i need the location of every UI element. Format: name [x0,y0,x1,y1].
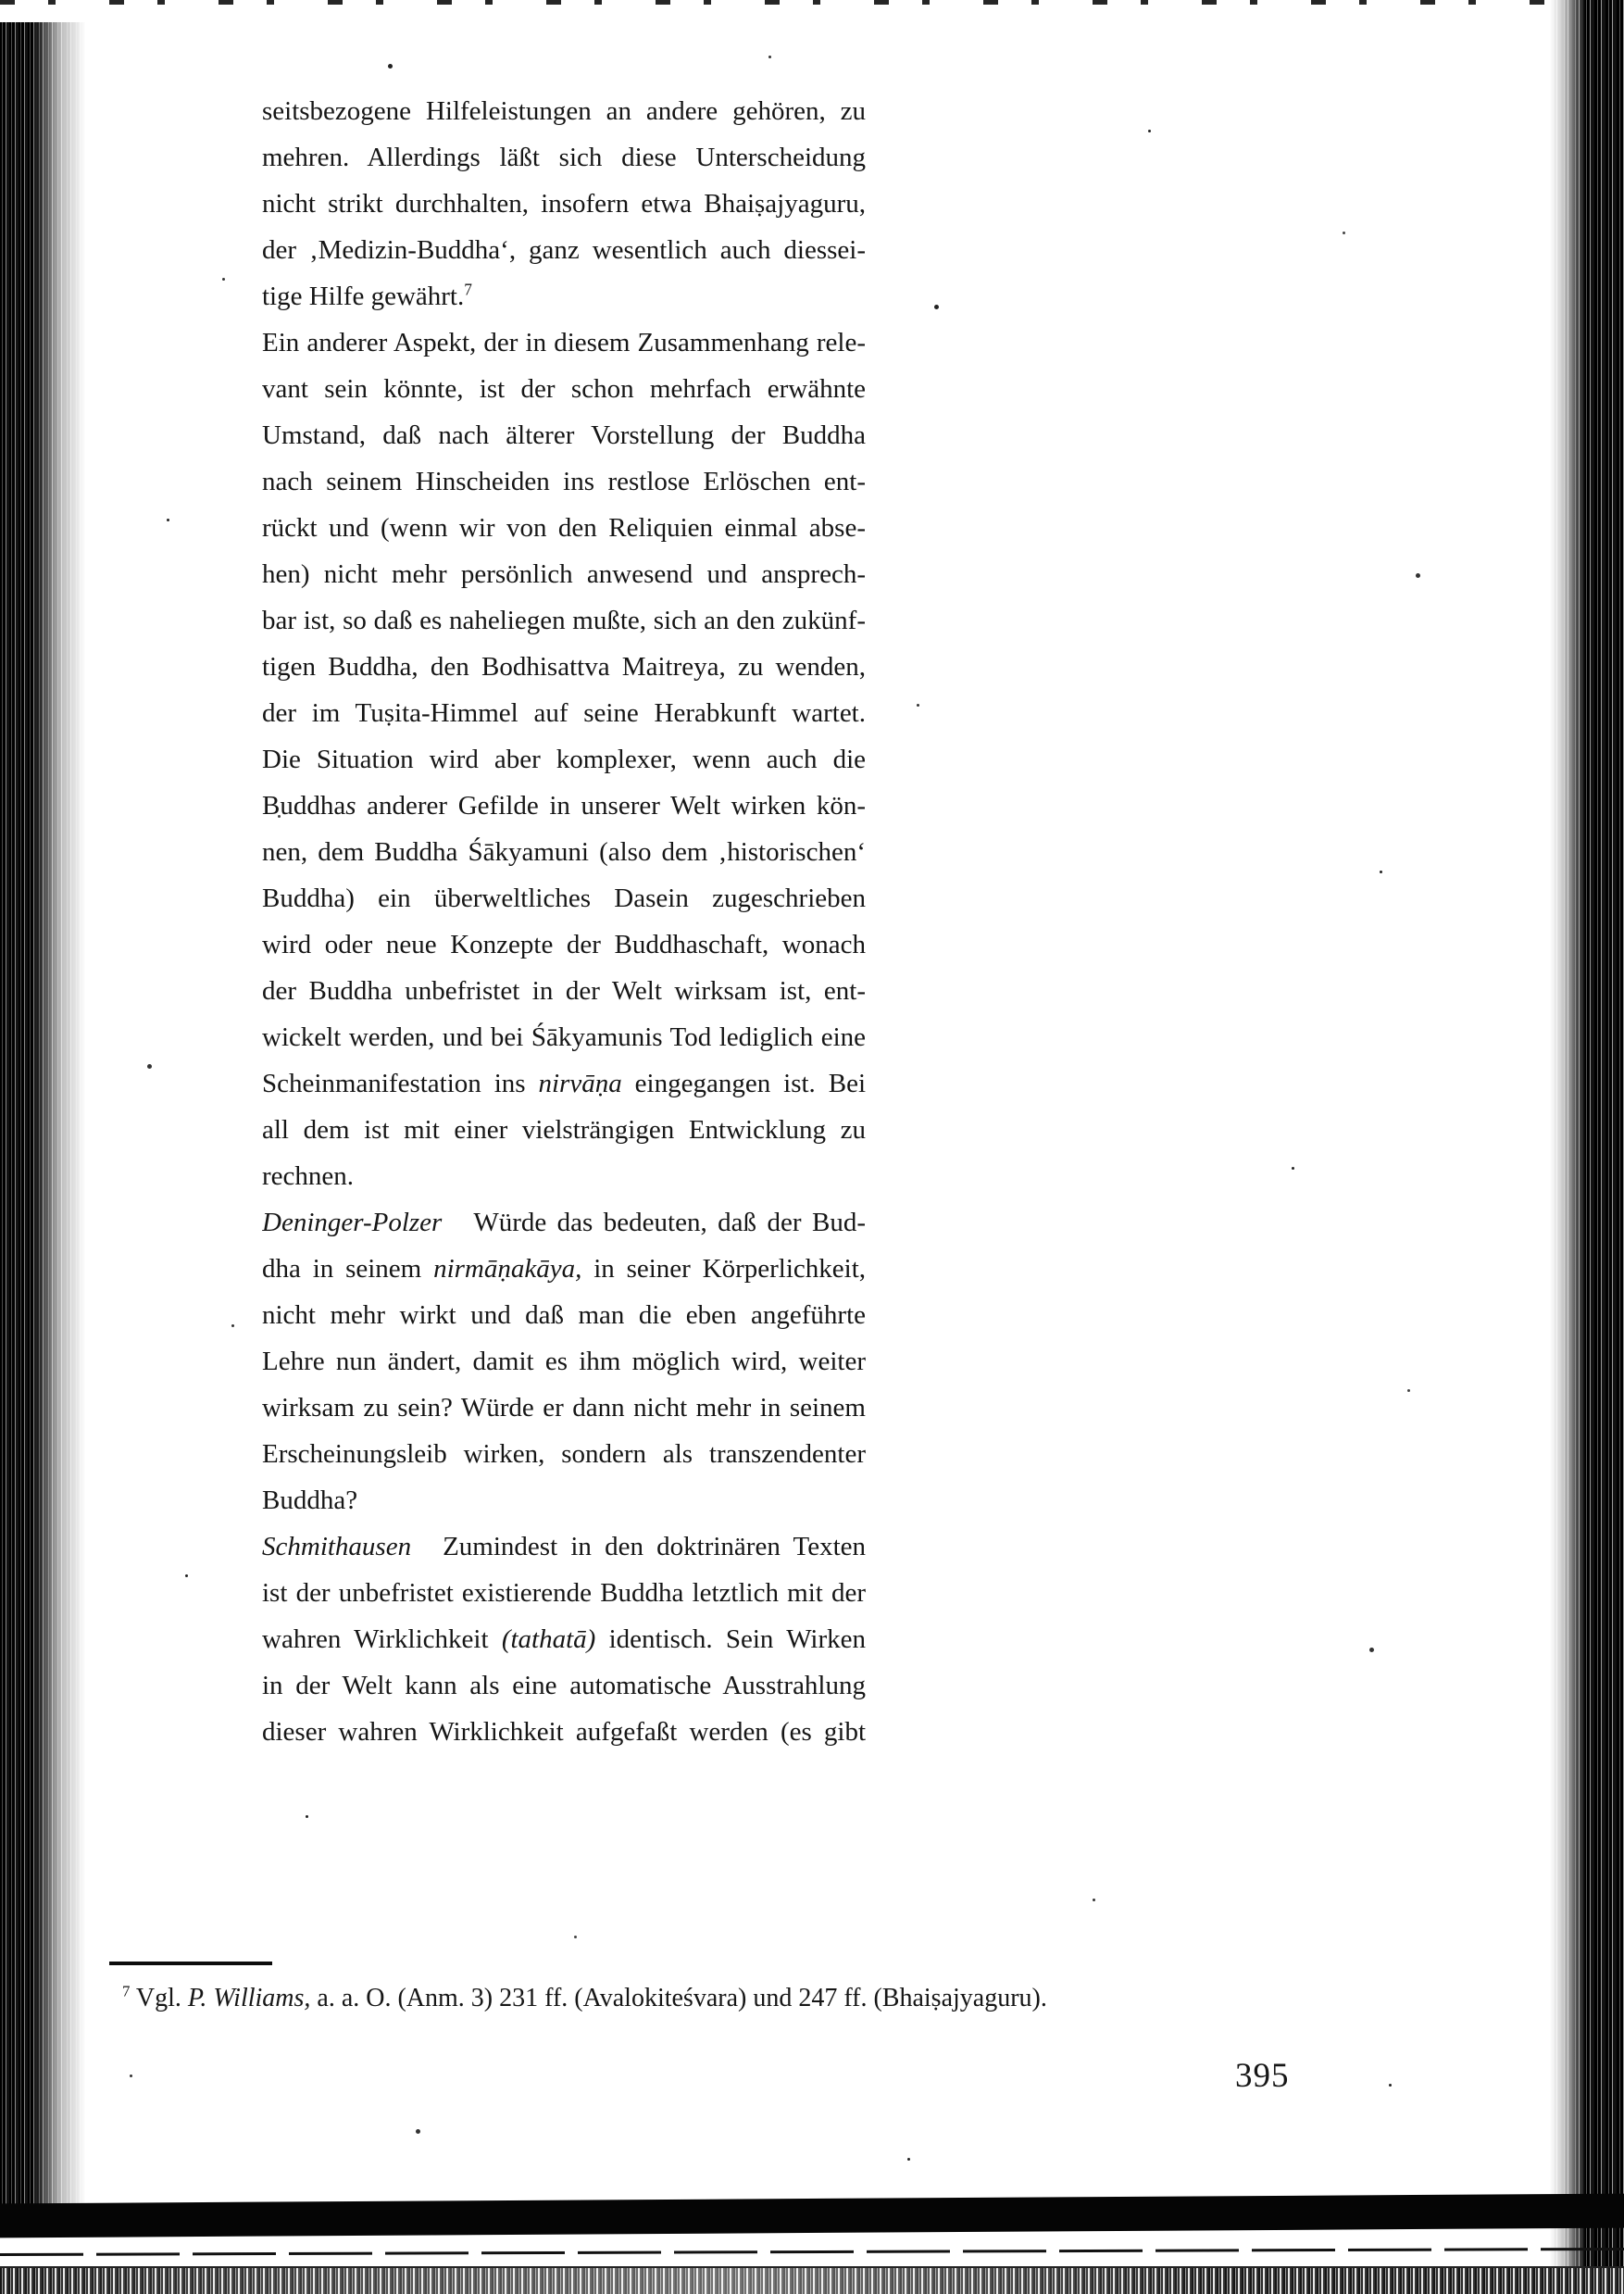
text-segment: in seiner Körperlichkeit, [581,1254,866,1284]
italic-text: nirvāṇa [538,1069,622,1098]
text-line [262,1292,866,1338]
text-line [262,1153,866,1199]
scan-noise-speckles [0,0,3,3]
text-segment: Erscheinungsleib wirken, sondern als transzendenter [262,1439,866,1469]
text-line [262,134,866,181]
footnote-reference: 7 [464,280,472,299]
text-line [262,1616,866,1662]
italic-text: Schmithausen [262,1532,412,1561]
text-segment: Die Situation wird aber komplexer, wenn auch die [262,745,866,774]
text-segment: anderer Gefilde in unserer Welt wirken kön- [356,791,866,821]
text-segment: all dem ist mit einer vielsträngigen Entwicklung zu [262,1115,866,1145]
text-segment: rückt und (wenn wir von den Reliquien einmal abse- [262,513,866,543]
text-line [262,1107,866,1153]
text-segment: tige Hilfe gewährt. [262,282,465,311]
text-segment: der ‚Medizin-Buddha‘, ganz wesentlich auch diessei- [262,235,866,265]
text-line [262,736,866,783]
text-line [262,1060,866,1107]
italic-text: nirmāṇakāya, [433,1254,582,1284]
text-line [262,1477,866,1523]
italic-text: Deninger-Polzer [262,1208,443,1237]
body-text [262,88,866,1755]
text-line [262,1570,866,1616]
footnote-marker: 7 [122,1982,131,2000]
text-segment: rechnen. [262,1161,355,1191]
text-line [262,1523,866,1570]
text-line [262,1709,866,1755]
text-line [262,505,866,551]
text-segment: nicht mehr wirkt und daß man die eben angeführte [262,1300,866,1330]
text-line [262,1199,866,1246]
scan-bottom-thin-line [0,2248,1624,2256]
text-line [262,968,866,1014]
text-line [262,783,866,829]
text-segment: dieser wahren Wirklichkeit aufgefaßt werden (es gibt [262,1717,866,1747]
text-line [262,88,866,134]
text-segment: vant sein könnte, ist der schon mehrfach erwähnte [262,374,866,404]
text-segment: wickelt werden, und bei Śākyamunis Tod lediglich eine [262,1022,866,1052]
text-line [262,181,866,227]
italic-text: s [345,791,356,821]
text-segment: tigen Buddha, den Bodhisattva Maitreya, zu wenden, [262,652,866,682]
text-line [262,597,866,644]
scan-right-edge-shadow [1550,0,1624,2294]
text-segment: der Buddha unbefristet in der Welt wirksam ist, ent- [262,976,866,1006]
text-segment: Zumindest in den doktrinären Texten [443,1532,866,1561]
text-line [262,458,866,505]
scan-bottom-black-bar [0,2194,1624,2238]
text-segment: nen, dem Buddha Śākyamuni (also dem ‚historischen‘ [262,837,866,867]
text-segment: Ein anderer Aspekt, der in diesem Zusammenhang rele- [262,328,866,357]
text-line [262,273,866,320]
text-segment: a. a. O. (Anm. 3) 231 ff. (Avalokiteśvara) und 247 ff. (Bhaiṣajyaguru). [310,1984,1047,2012]
text-segment: wird oder neue Konzepte der Buddhaschaft, wonach [262,930,866,959]
text-segment: wirksam zu sein? Würde er dann nicht mehr in seinem [262,1393,866,1423]
text-line [262,366,866,412]
text-line [262,1338,866,1385]
text-segment: hen) nicht mehr persönlich anwesend und ansprech- [262,559,866,589]
text-line [262,412,866,458]
text-line [262,1246,866,1292]
footnote-text [130,1984,1046,2012]
text-line [262,644,866,690]
text-segment: Buddha) ein überweltliches Dasein zugeschrieben [262,884,866,913]
text-segment: in der Welt kann als eine automatische Ausstrahlung [262,1671,866,1700]
text-line [262,551,866,597]
text-segment: eingegangen ist. Bei [621,1069,866,1098]
scan-bottom-texture-strip [0,2266,1624,2294]
text-line [262,1662,866,1709]
text-segment: dha in seinem [262,1254,434,1284]
text-segment: Buddha [262,791,346,821]
text-segment: der im Tuṣita-Himmel auf seine Herabkunft wartet. [262,698,866,728]
italic-text: P. Williams, [187,1984,311,2012]
footnote-separator-rule [109,1962,272,1965]
text-segment: nach seinem Hinscheiden ins restlose Erlöschen ent- [262,467,866,496]
text-line [262,1431,866,1477]
text-segment: Umstand, daß nach älterer Vorstellung der Buddha [262,420,866,450]
text-segment: nicht strikt durchhalten, insofern etwa Bhaiṣajyaguru, [262,189,866,219]
scan-left-binding-shadow [0,22,89,2210]
text-line [262,829,866,875]
italic-text: (tathatā) [501,1624,596,1654]
text-segment: ist der unbefristet existierende Buddha letztlich mit der [262,1578,866,1608]
text-segment: bar ist, so daß es naheliegen mußte, sich an den zukünf- [262,606,866,635]
page-number: 395 [1235,2057,1290,2095]
footnote [122,1978,1354,2019]
text-segment: Buddha? [262,1485,358,1515]
text-line [262,227,866,273]
text-line [262,690,866,736]
scan-top-edge-artifact [0,0,1624,5]
text-line [262,1385,866,1431]
text-line [262,875,866,921]
text-segment: Lehre nun ändert, damit es ihm möglich wird, weiter [262,1347,866,1376]
text-segment: identisch. Sein Wirken [595,1624,866,1654]
text-segment: Vgl. [130,1984,188,2012]
text-segment: Würde das bedeuten, daß der Bud- [473,1208,866,1237]
text-line [262,1014,866,1060]
text-segment: mehren. Allerdings läßt sich diese Unterscheidung [262,143,866,172]
text-line [262,320,866,366]
text-segment: seitsbezogene Hilfeleistungen an andere gehören, zu [262,96,866,126]
text-segment: Scheinmanifestation ins [262,1069,539,1098]
text-segment: wahren Wirklichkeit [262,1624,502,1654]
text-line [262,921,866,968]
